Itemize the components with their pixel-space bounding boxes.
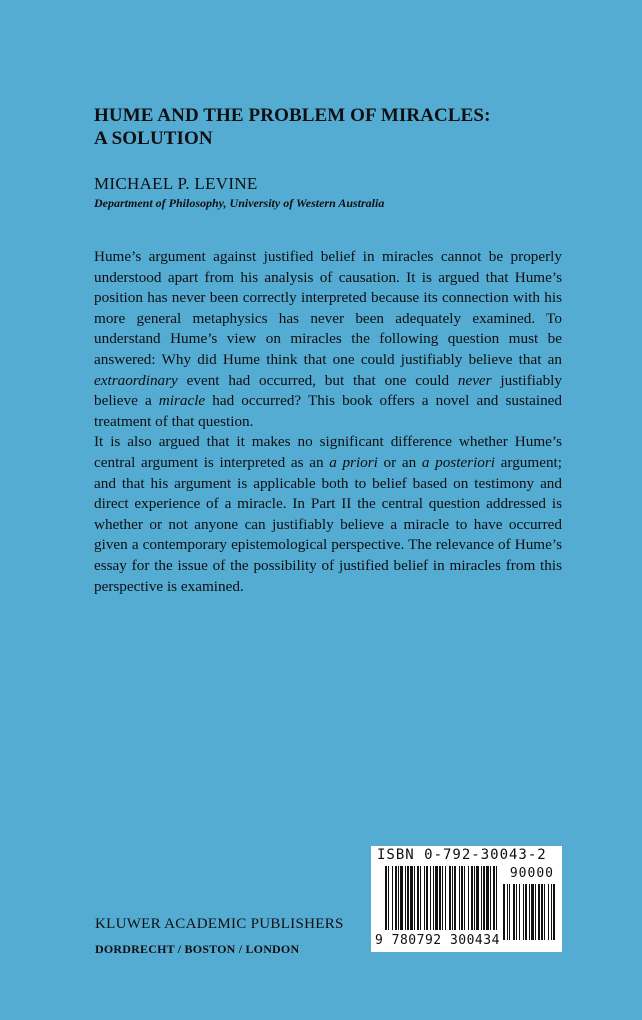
barcode-addon-bar	[541, 884, 543, 940]
barcode-bar	[464, 866, 465, 930]
barcode-bar	[398, 866, 399, 930]
para2-run: It is also argued that it makes no significant difference whether Hume’s central argument is interpreted as an	[94, 433, 562, 471]
author-name: MICHAEL P. LEVINE	[94, 174, 258, 193]
para1-run: Hume’s argument against justified belief in miracles cannot be properly understood apart from his analysis of causation. It is argued that Hume’s position has never been correctly interpreted because its connection with his more general metaphysics has never been adequately examined. To understand Hume’s view on miracles the following question must be answered: Why did Hume think that one could justifiably believe that an	[94, 248, 562, 368]
author-affiliation: Department of Philosophy, University of Western Australia	[94, 196, 385, 210]
barcode-addon-bar	[513, 884, 515, 940]
para2-run: or an	[377, 453, 422, 471]
barcode-bar	[433, 866, 434, 930]
barcode-bar	[461, 866, 463, 930]
blurb-paragraph-1	[94, 247, 562, 432]
barcode-bar	[483, 866, 485, 930]
para2-run: a priori	[329, 453, 378, 471]
barcode-addon-bar	[529, 884, 530, 940]
barcode-bar	[410, 866, 413, 930]
barcode-addon-bar	[503, 884, 505, 940]
barcode-addon-bar	[553, 884, 555, 940]
barcode-bar	[468, 866, 469, 930]
blurb	[94, 247, 562, 597]
barcode-addon-bar	[531, 884, 534, 940]
barcode-bar	[400, 866, 403, 930]
barcode-bar	[414, 866, 415, 930]
publisher-name: KLUWER ACADEMIC PUBLISHERS	[95, 916, 344, 932]
isbn-barcode	[371, 846, 562, 952]
barcode-bar	[493, 866, 495, 930]
barcode-bar	[435, 866, 438, 930]
book-title	[94, 104, 564, 150]
ean-digits: 9 780792 300434	[375, 933, 500, 948]
para1-run: event had occurred, but that one could	[177, 371, 458, 389]
barcode-bar	[490, 866, 491, 930]
barcode-addon-digits: 90000	[509, 866, 554, 881]
barcode-addon-bar	[525, 884, 527, 940]
barcode-bar	[476, 866, 479, 930]
barcode-bar	[424, 866, 425, 930]
barcode-bar	[417, 866, 419, 930]
barcode-addon-bar	[535, 884, 536, 940]
barcode-addon-bar	[544, 884, 545, 940]
barcode-addon-bar	[551, 884, 552, 940]
barcode-bar	[407, 866, 409, 930]
barcode-bar	[445, 866, 446, 930]
barcode-bar	[496, 866, 497, 930]
barcode-bar	[452, 866, 453, 930]
barcode-bar	[395, 866, 397, 930]
barcode-addon-bar	[507, 884, 508, 940]
barcode-addon-bar	[548, 884, 549, 940]
publisher-cities: DORDRECHT / BOSTON / LONDON	[95, 942, 300, 956]
para1-run: extraordinary	[94, 371, 178, 389]
barcode-bar	[388, 866, 389, 930]
barcode-addon-bar	[523, 884, 524, 940]
para1-run: justifiably believe a	[94, 371, 562, 410]
barcode-bar	[420, 866, 421, 930]
barcode-addon-bar	[509, 884, 510, 940]
blurb-paragraph-2	[94, 432, 562, 597]
barcode-bar	[430, 866, 431, 930]
para2-run: argument; and that his argument is applicable both to belief based on testimony and direct experience of a miracle. In Part II the central question addressed is whether or not anyone can justifiably believe a miracle to have occurred given a contemporary epistemological perspective. The relevance of Hume’s essay for the issue of the possibility of justified belief in miracles from this perspective is examined.	[94, 453, 562, 595]
isbn-label: ISBN 0-792-30043-2	[377, 847, 547, 863]
barcode-bar	[392, 866, 393, 930]
barcode-addon-bar	[538, 884, 540, 940]
title-line-2: A SOLUTION	[94, 128, 213, 149]
barcode-bar	[449, 866, 451, 930]
barcode-bar	[385, 866, 387, 930]
barcode-bar	[486, 866, 489, 930]
barcode-addon-bar	[516, 884, 517, 940]
barcode-bar	[439, 866, 441, 930]
barcode-bar	[426, 866, 428, 930]
para2-run: a posteriori	[421, 453, 496, 471]
barcode-bar	[471, 866, 473, 930]
barcode-bar	[459, 866, 460, 930]
barcode-bar	[442, 866, 443, 930]
para1-run: miracle	[158, 392, 206, 410]
para1-run: never	[457, 371, 492, 389]
barcode-addon-bar	[519, 884, 520, 940]
barcode-bar	[454, 866, 456, 930]
barcode-bar	[405, 866, 406, 930]
title-line-1: HUME AND THE PROBLEM OF MIRACLES:	[94, 105, 491, 126]
para1-run: had occurred? This book offers a novel and sustained treatment of that question.	[94, 392, 562, 430]
barcode-bar	[481, 866, 482, 930]
barcode-bar	[474, 866, 475, 930]
